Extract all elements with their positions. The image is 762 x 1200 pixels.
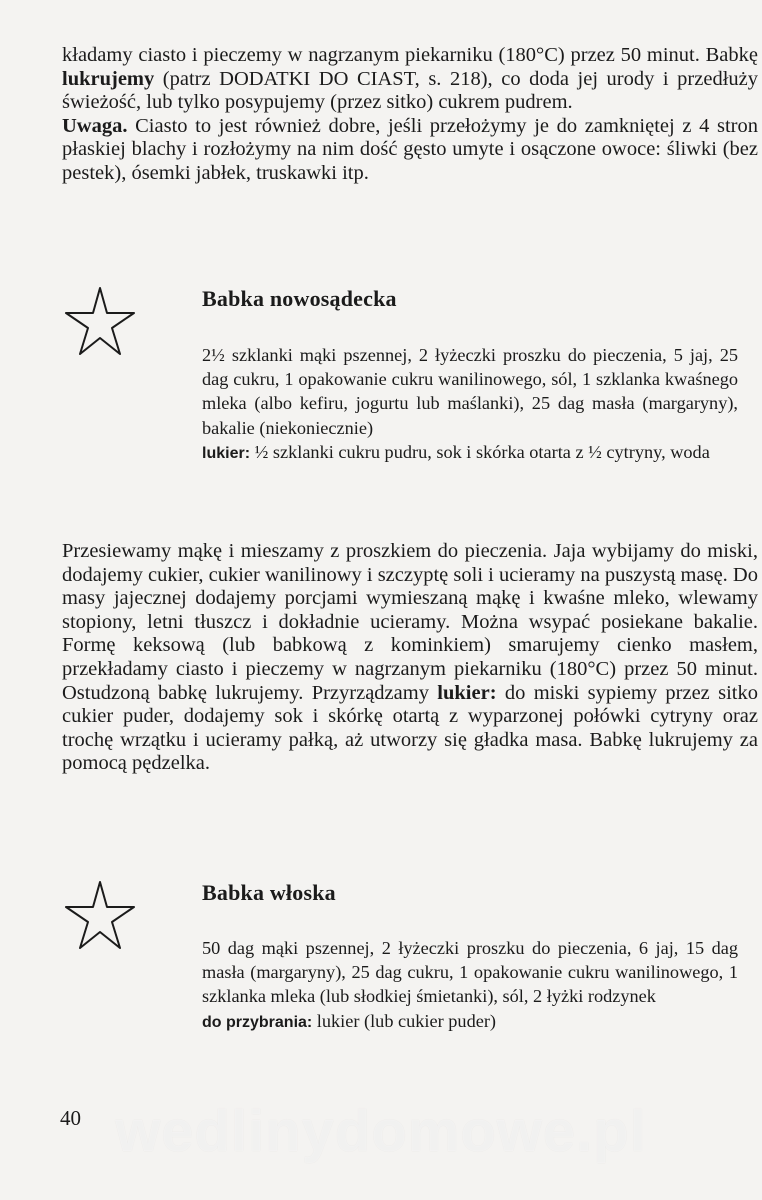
method-text-2: do miski sypiemy przez sitko cukier puder, dodajemy sok i skórkę otartą z wyparzonej połówki cytryny oraz trochę wrzątku i ucieramy pałką, aż utworzy się gładka masa. Babkę lukrujemy za pomocą pędzelka. bbox=[62, 681, 758, 775]
watermark-text: wedlinydomowe.pl bbox=[115, 1099, 647, 1164]
icing-text: ½ szklanki cukru pudru, sok i skórka otarta z ½ cytryny, woda bbox=[250, 441, 710, 462]
ingredients-list: 50 dag mąki pszennej, 2 łyżeczki proszku do pieczenia, 6 jaj, 15 dag masła (margaryny), 25 dag cukru, 1 opakowanie cukru wanilinowego, 1 szklanka mleka (lub słodkiej śmietanki), sól, 2 łyżki rodzynek bbox=[202, 938, 738, 1007]
star-icon bbox=[64, 880, 136, 952]
garnish-label: do przybrania: bbox=[202, 1013, 313, 1031]
star-icon bbox=[64, 286, 136, 358]
icing-label: lukier: bbox=[202, 444, 251, 462]
paragraph-intro bbox=[62, 44, 758, 186]
ingredients-wloska bbox=[202, 936, 738, 1035]
recipe-title-wloska: Babka włoska bbox=[202, 880, 336, 905]
page-number: 40 bbox=[60, 1106, 81, 1130]
note-text: Ciasto to jest również dobre, jeśli przełożymy je do zamkniętej z 4 stron płaskiej blachy i rozłożymy na nim dość gęsto umyte i osączone owoce: śliwki (bez pestek), ósemki jabłek, truskawki itp. bbox=[62, 114, 758, 184]
ingredients-nowosadecka bbox=[202, 343, 738, 466]
garnish-text: lukier (lub cukier puder) bbox=[312, 1010, 496, 1031]
intro-text-1: kładamy ciasto i pieczemy w nagrzanym piekarniku (180°C) przez 50 minut. Babkę bbox=[62, 44, 758, 66]
ingredients-list: 2½ szklanki mąki pszennej, 2 łyżeczki proszku do pieczenia, 5 jaj, 25 dag cukru, 1 opakowanie cukru wanilinowego, sól, 1 szklanka kwaśnego mleka (albo kefiru, jogurtu lub maślanki), 25 dag masła (margaryny), bakalie (niekoniecznie) bbox=[202, 345, 738, 438]
recipe-title-nowosadecka: Babka nowosądecka bbox=[202, 286, 397, 311]
method-text-1: Przesiewamy mąkę i mieszamy z proszkiem do pieczenia. Jaja wybijamy do miski, dodajemy cukier, cukier wanilinowy i szczyptę soli i ucieramy na puszystą masę. Do masy jajecznej dodajemy porcjami wymieszaną mąkę i kwaśne mleko, wlewamy stopiony, letni tłuszcz i dokładnie ucieramy. Można wsypać posiekane bakalie. Formę keksową (lub babkową z kominkiem) smarujemy cienko masłem, przekładamy ciasto i pieczemy w nagrzanym piekarniku (180°C) przez 50 minut. Ostudzoną babkę lukrujemy. Przyrządzamy bbox=[62, 540, 758, 704]
method-bold-icing: lukier: bbox=[437, 681, 497, 704]
intro-bold: lukrujemy bbox=[62, 67, 155, 90]
note-label: Uwaga. bbox=[62, 114, 128, 137]
method-nowosadecka bbox=[62, 540, 758, 776]
intro-text-2: (patrz DODATKI DO CIAST, s. 218), co doda jej urody i przedłuży świeżość, lub tylko posypujemy (przez sitko) cukrem pudrem. bbox=[62, 67, 758, 114]
